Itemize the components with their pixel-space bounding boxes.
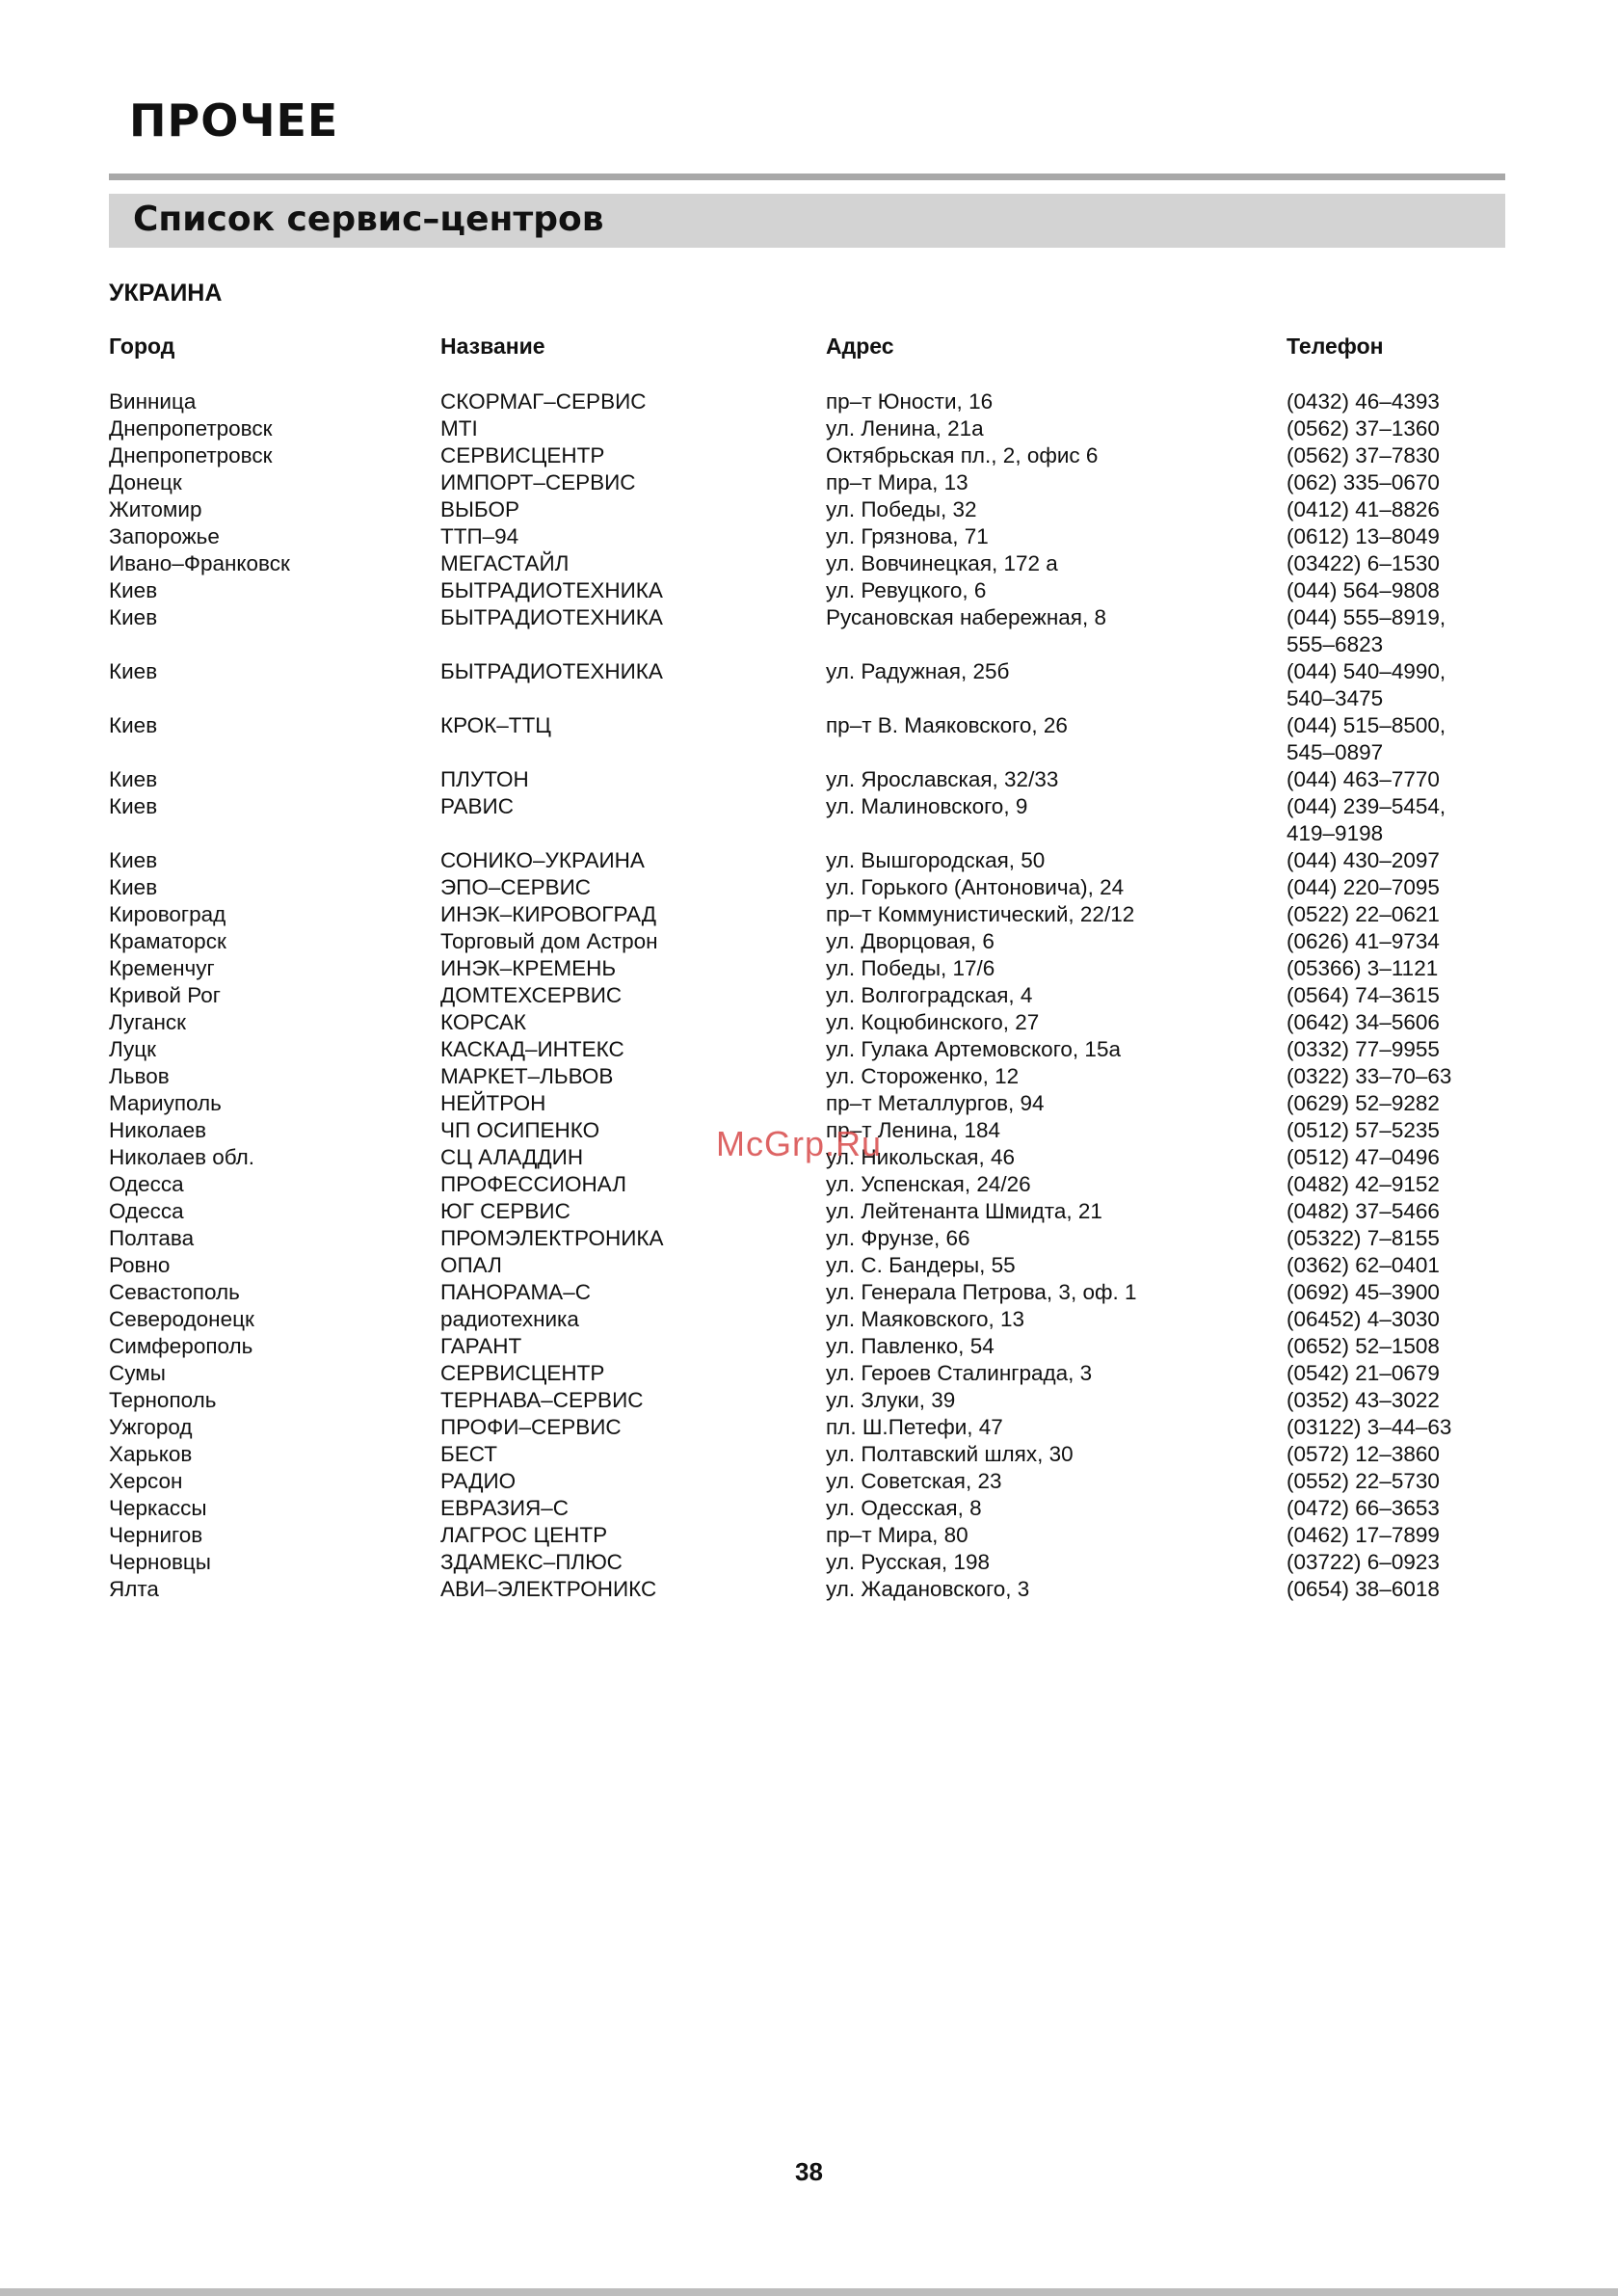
address-cell: ул. Дворцовая, 6 (826, 929, 995, 953)
name-cell: КАСКАД–ИНТЕКС (440, 1037, 624, 1061)
city-cell: Мариуполь (109, 1091, 222, 1115)
city-cell: Кировоград (109, 902, 226, 926)
address-cell: пр–т Металлургов, 94 (826, 1091, 1045, 1115)
address-cell: ул. Победы, 17/6 (826, 956, 995, 980)
phone-line: (044) 515–8500, (1286, 713, 1446, 737)
city-cell: Николаев обл. (109, 1145, 255, 1169)
address-cell: ул. Жадановского, 3 (826, 1577, 1030, 1601)
phone-cell: (0362) 62–0401 (1286, 1253, 1440, 1277)
name-cell: ОПАЛ (440, 1253, 502, 1277)
phone-line-extra: 555–6823 (1286, 632, 1384, 656)
column-header-name: Название (440, 334, 545, 359)
name-cell: ПЛУТОН (440, 767, 529, 791)
table-row (109, 1036, 1505, 1063)
table-row (109, 523, 1505, 550)
phone-cell: (0352) 43–3022 (1286, 1388, 1440, 1412)
section-title: Список сервис–центров (133, 200, 604, 239)
table-row (109, 1090, 1505, 1117)
address-cell: пл. Ш.Петефи, 47 (826, 1415, 1003, 1439)
address-cell: ул. Советская, 23 (826, 1469, 1002, 1493)
chapter-title: ПРОЧЕЕ (129, 94, 339, 147)
name-cell: ПРОФИ–СЕРВИС (440, 1415, 622, 1439)
address-cell: ул. Волгоградская, 4 (826, 983, 1033, 1007)
city-cell: Ивано–Франковск (109, 551, 290, 575)
address-cell: ул. Никольская, 46 (826, 1145, 1015, 1169)
name-cell: радиотехника (440, 1307, 579, 1331)
phone-cell: (0692) 45–3900 (1286, 1280, 1440, 1304)
table-row (109, 1549, 1505, 1576)
table-row (109, 1225, 1505, 1252)
column-header-address: Адрес (826, 334, 894, 359)
city-cell: Днепропетровск (109, 443, 273, 467)
name-cell: ЭПО–СЕРВИС (440, 875, 592, 899)
name-cell: ЕВРАЗИЯ–С (440, 1496, 570, 1520)
table-row (109, 469, 1505, 496)
phone-cell: (05366) 3–1121 (1286, 956, 1439, 980)
table-row (109, 1468, 1505, 1495)
bottom-divider (0, 2288, 1618, 2296)
table-row (109, 604, 1505, 658)
address-cell: ул. Коцюбинского, 27 (826, 1010, 1040, 1034)
phone-cell: (0512) 57–5235 (1286, 1118, 1440, 1142)
table-header (109, 334, 1505, 366)
column-header-city: Город (109, 334, 175, 359)
phone-cell: (03422) 6–1530 (1286, 551, 1440, 575)
table-row (109, 1333, 1505, 1360)
address-cell: ул. Генерала Петрова, 3, оф. 1 (826, 1280, 1137, 1304)
phone-cell: (0412) 41–8826 (1286, 497, 1440, 521)
table-row (109, 658, 1505, 712)
phone-cell: (0564) 74–3615 (1286, 983, 1440, 1007)
address-cell: ул. Ленина, 21а (826, 416, 984, 441)
phone-cell: (0626) 41–9734 (1286, 929, 1440, 953)
name-cell: БЫТРАДИОТЕХНИКА (440, 578, 663, 602)
address-cell: ул. Успенская, 24/26 (826, 1172, 1031, 1196)
table-row (109, 874, 1505, 901)
phone-cell: (062) 335–0670 (1286, 470, 1440, 494)
name-cell: АВИ–ЭЛЕКТРОНИКС (440, 1577, 657, 1601)
city-cell: Киев (109, 794, 158, 818)
name-cell: СКОРМАГ–СЕРВИС (440, 389, 647, 414)
table-row (109, 1387, 1505, 1414)
name-cell: ЛАГРОС ЦЕНТР (440, 1523, 608, 1547)
table-row (109, 1198, 1505, 1225)
phone-cell: (0652) 52–1508 (1286, 1334, 1440, 1358)
name-cell: СЦ АЛАДДИН (440, 1145, 584, 1169)
name-cell: ЗДАМЕКС–ПЛЮС (440, 1550, 623, 1574)
address-cell: пр–т Мира, 13 (826, 470, 968, 494)
address-cell: ул. Павленко, 54 (826, 1334, 995, 1358)
city-cell: Симферополь (109, 1334, 253, 1358)
name-cell: Торговый дом Астрон (440, 929, 658, 953)
page-number: 38 (795, 2157, 823, 2186)
table-row (109, 1279, 1505, 1306)
table-row (109, 1441, 1505, 1468)
city-cell: Львов (109, 1064, 170, 1088)
table-row (109, 901, 1505, 928)
table-row (109, 1306, 1505, 1333)
name-cell: ТЕРНАВА–СЕРВИС (440, 1388, 644, 1412)
city-cell: Николаев (109, 1118, 207, 1142)
address-cell: ул. Злуки, 39 (826, 1388, 956, 1412)
city-cell: Ровно (109, 1253, 171, 1277)
table-row (109, 388, 1505, 415)
top-divider (109, 174, 1505, 180)
table-row (109, 442, 1505, 469)
name-cell: МАРКЕТ–ЛЬВОВ (440, 1064, 614, 1088)
phone-cell: (03722) 6–0923 (1286, 1550, 1440, 1574)
city-cell: Киев (109, 713, 158, 737)
address-cell: ул. Горького (Антоновича), 24 (826, 875, 1125, 899)
city-cell: Северодонецк (109, 1307, 254, 1331)
phone-cell: (044) 564–9808 (1286, 578, 1440, 602)
name-cell: БЫТРАДИОТЕХНИКА (440, 659, 663, 683)
name-cell: МЕГАСТАЙЛ (440, 551, 570, 575)
name-cell: РАВИС (440, 794, 514, 818)
phone-cell: (0629) 52–9282 (1286, 1091, 1440, 1115)
name-cell: БЫТРАДИОТЕХНИКА (440, 605, 663, 629)
name-cell: ЮГ СЕРВИС (440, 1199, 570, 1223)
phone-cell: (0462) 17–7899 (1286, 1523, 1440, 1547)
name-cell: ПРОМЭЛЕКТРОНИКА (440, 1226, 664, 1250)
city-cell: Киев (109, 848, 158, 872)
service-center-table (109, 388, 1505, 1603)
city-cell: Днепропетровск (109, 416, 273, 441)
phone-cell: (0552) 22–5730 (1286, 1469, 1440, 1493)
city-cell: Черкассы (109, 1496, 207, 1520)
country-heading: УКРАИНА (109, 280, 223, 307)
address-cell: Октябрьская пл., 2, офис 6 (826, 443, 1099, 467)
address-cell: ул. С. Бандеры, 55 (826, 1253, 1016, 1277)
address-cell: ул. Фрунзе, 66 (826, 1226, 970, 1250)
city-cell: Одесса (109, 1199, 184, 1223)
address-cell: ул. Вовчинецкая, 172 а (826, 551, 1058, 575)
address-cell: ул. Победы, 32 (826, 497, 977, 521)
phone-cell: (0482) 42–9152 (1286, 1172, 1440, 1196)
city-cell: Сумы (109, 1361, 166, 1385)
address-cell: ул. Одесская, 8 (826, 1496, 982, 1520)
table-row (109, 1414, 1505, 1441)
name-cell: ДОМТЕХСЕРВИС (440, 983, 623, 1007)
address-cell: Русановская набережная, 8 (826, 605, 1106, 629)
name-cell: СЕРВИСЦЕНТР (440, 1361, 605, 1385)
city-cell: Киев (109, 578, 158, 602)
name-cell: ЧП ОСИПЕНКО (440, 1118, 600, 1142)
address-cell: ул. Вышгородская, 50 (826, 848, 1046, 872)
phone-cell: (0432) 46–4393 (1286, 389, 1440, 414)
city-cell: Херсон (109, 1469, 183, 1493)
phone-line-extra: 419–9198 (1286, 821, 1384, 845)
city-cell: Киев (109, 767, 158, 791)
phone-cell: (0522) 22–0621 (1286, 902, 1440, 926)
name-cell: КОРСАК (440, 1010, 526, 1034)
phone-cell: (044) 430–2097 (1286, 848, 1440, 872)
city-cell: Кривой Рог (109, 983, 221, 1007)
table-row (109, 982, 1505, 1009)
phone-cell: (0562) 37–1360 (1286, 416, 1440, 441)
address-cell: ул. Полтавский шлях, 30 (826, 1442, 1074, 1466)
phone-cell: (044) 220–7095 (1286, 875, 1440, 899)
phone-cell: (0642) 34–5606 (1286, 1010, 1440, 1034)
phone-line-extra: 545–0897 (1286, 740, 1384, 764)
table-row (109, 1360, 1505, 1387)
table-row (109, 415, 1505, 442)
phone-cell (1286, 604, 1446, 658)
table-row (109, 1009, 1505, 1036)
table-row (109, 712, 1505, 766)
table-row (109, 793, 1505, 847)
phone-cell: (0472) 66–3653 (1286, 1496, 1440, 1520)
name-cell: ПАНОРАМА–С (440, 1280, 591, 1304)
name-cell: ИМПОРТ–СЕРВИС (440, 470, 636, 494)
phone-cell: (0562) 37–7830 (1286, 443, 1440, 467)
phone-cell: (0542) 21–0679 (1286, 1361, 1440, 1385)
city-cell: Киев (109, 875, 158, 899)
city-cell: Харьков (109, 1442, 193, 1466)
city-cell: Винница (109, 389, 197, 414)
name-cell: БЕСТ (440, 1442, 498, 1466)
phone-line: (044) 555–8919, (1286, 605, 1446, 629)
address-cell: пр–т В. Маяковского, 26 (826, 713, 1068, 737)
address-cell: пр–т Коммунистический, 22/12 (826, 902, 1135, 926)
address-cell: ул. Ярославская, 32/33 (826, 767, 1059, 791)
table-row (109, 1252, 1505, 1279)
address-cell: ул. Героев Сталинграда, 3 (826, 1361, 1093, 1385)
table-row (109, 577, 1505, 604)
city-cell: Полтава (109, 1226, 195, 1250)
address-cell: ул. Малиновского, 9 (826, 794, 1028, 818)
phone-line: (044) 540–4990, (1286, 659, 1446, 683)
city-cell: Ялта (109, 1577, 159, 1601)
table-row (109, 1171, 1505, 1198)
name-cell: НЕЙТРОН (440, 1091, 546, 1115)
phone-cell: (044) 463–7770 (1286, 767, 1440, 791)
city-cell: Чернигов (109, 1523, 203, 1547)
table-row (109, 847, 1505, 874)
address-cell: ул. Ревуцкого, 6 (826, 578, 987, 602)
city-cell: Запорожье (109, 524, 220, 548)
address-cell: ул. Стороженко, 12 (826, 1064, 1020, 1088)
table-row (109, 955, 1505, 982)
address-cell: ул. Лейтенанта Шмидта, 21 (826, 1199, 1102, 1223)
city-cell: Черновцы (109, 1550, 211, 1574)
table-row (109, 1576, 1505, 1603)
name-cell: СЕРВИСЦЕНТР (440, 443, 605, 467)
address-cell: ул. Гулака Артемовского, 15а (826, 1037, 1121, 1061)
name-cell: MTI (440, 416, 478, 441)
name-cell: ИНЭК–КИРОВОГРАД (440, 902, 656, 926)
table-row (109, 1063, 1505, 1090)
city-cell: Кременчуг (109, 956, 215, 980)
phone-cell (1286, 712, 1446, 766)
table-row (109, 1495, 1505, 1522)
city-cell: Ужгород (109, 1415, 193, 1439)
table-row (109, 496, 1505, 523)
city-cell: Киев (109, 605, 158, 629)
city-cell: Краматорск (109, 929, 226, 953)
name-cell: РАДИО (440, 1469, 517, 1493)
phone-cell: (05322) 7–8155 (1286, 1226, 1440, 1250)
address-cell: пр–т Ленина, 184 (826, 1118, 1001, 1142)
phone-cell: (0512) 47–0496 (1286, 1145, 1440, 1169)
table-row (109, 550, 1505, 577)
address-cell: ул. Грязнова, 71 (826, 524, 989, 548)
table-row (109, 1522, 1505, 1549)
city-cell: Донецк (109, 470, 182, 494)
name-cell: ТТП–94 (440, 524, 519, 548)
city-cell: Одесса (109, 1172, 184, 1196)
city-cell: Киев (109, 659, 158, 683)
phone-cell: (0572) 12–3860 (1286, 1442, 1440, 1466)
phone-cell: (0322) 33–70–63 (1286, 1064, 1452, 1088)
city-cell: Житомир (109, 497, 202, 521)
phone-cell: (03122) 3–44–63 (1286, 1415, 1452, 1439)
name-cell: ВЫБОР (440, 497, 519, 521)
address-cell: пр–т Юности, 16 (826, 389, 994, 414)
phone-cell: (0654) 38–6018 (1286, 1577, 1440, 1601)
city-cell: Луцк (109, 1037, 156, 1061)
city-cell: Луганск (109, 1010, 187, 1034)
name-cell: КРОК–ТТЦ (440, 713, 551, 737)
table-row (109, 766, 1505, 793)
phone-cell: (06452) 4–3030 (1286, 1307, 1440, 1331)
section-header-bar (109, 194, 1505, 248)
watermark: McGrp.Ru (716, 1124, 883, 1163)
column-header-phone: Телефон (1286, 334, 1384, 359)
name-cell: СОНИКО–УКРАИНА (440, 848, 645, 872)
phone-cell: (0332) 77–9955 (1286, 1037, 1440, 1061)
address-cell: ул. Русская, 198 (826, 1550, 990, 1574)
phone-cell: (0612) 13–8049 (1286, 524, 1440, 548)
phone-line-extra: 540–3475 (1286, 686, 1384, 710)
table-row (109, 928, 1505, 955)
phone-cell: (0482) 37–5466 (1286, 1199, 1440, 1223)
address-cell: ул. Радужная, 25б (826, 659, 1010, 683)
city-cell: Тернополь (109, 1388, 217, 1412)
phone-cell (1286, 793, 1446, 847)
name-cell: ИНЭК–КРЕМЕНЬ (440, 956, 617, 980)
address-cell: ул. Маяковского, 13 (826, 1307, 1025, 1331)
address-cell: пр–т Мира, 80 (826, 1523, 968, 1547)
phone-cell (1286, 658, 1446, 712)
city-cell: Севастополь (109, 1280, 240, 1304)
name-cell: ПРОФЕССИОНАЛ (440, 1172, 626, 1196)
phone-line: (044) 239–5454, (1286, 794, 1446, 818)
name-cell: ГАРАНТ (440, 1334, 522, 1358)
